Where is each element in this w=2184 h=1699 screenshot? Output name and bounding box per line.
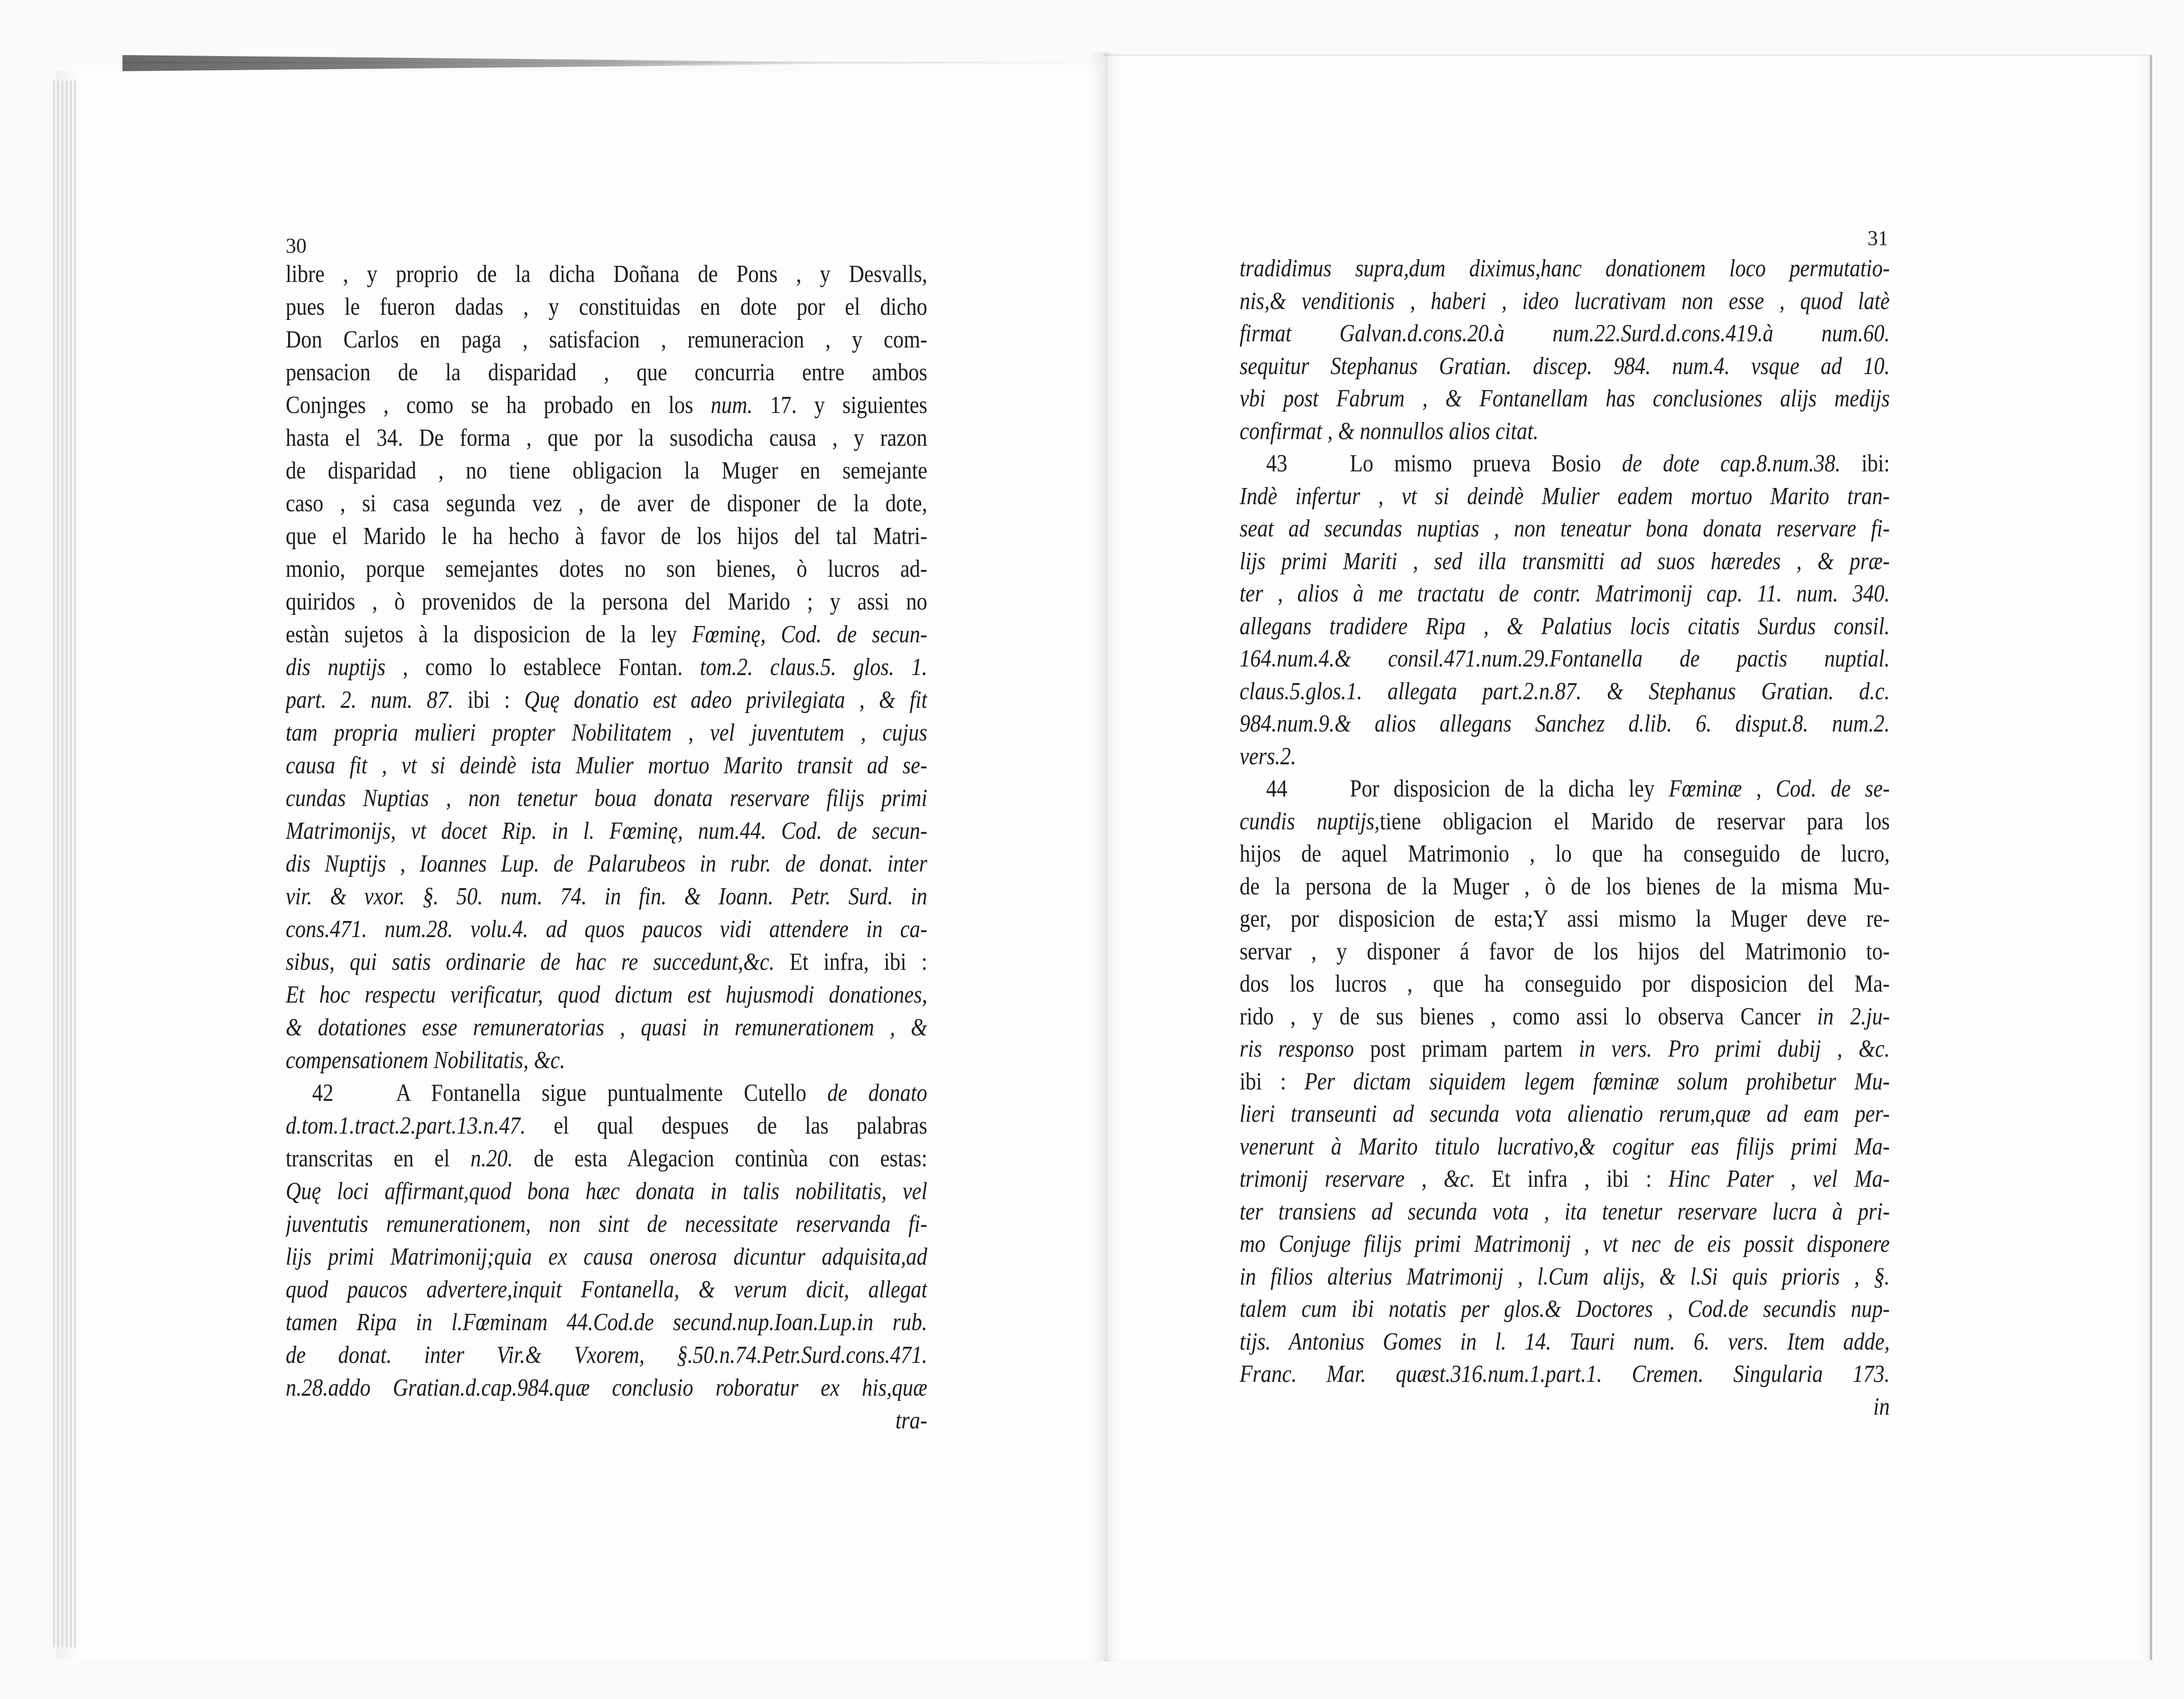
text-line bbox=[1240, 578, 1890, 610]
text-line bbox=[1240, 1001, 1890, 1033]
roman-text: Et infra , ibi : bbox=[1475, 1165, 1669, 1192]
italic-text: Fœminę, Cod. de secun- bbox=[692, 621, 927, 648]
text-line bbox=[286, 585, 927, 618]
roman-text: pensacion de la disparidad , que concurria entre ambos bbox=[286, 359, 927, 386]
italic-text: ter transiens ad secunda vota , ita tenetur reservare lucra à pri- bbox=[1240, 1198, 1890, 1225]
italic-text: tom.2. claus.5. glos. 1. bbox=[700, 654, 927, 681]
text-line bbox=[286, 520, 927, 553]
text-line bbox=[1240, 350, 1890, 383]
text-line bbox=[286, 880, 927, 913]
roman-text: monio, porque semejantes dotes no son bienes, ò lucros ad- bbox=[286, 555, 927, 582]
text-line bbox=[1240, 415, 1890, 448]
text-line bbox=[286, 258, 927, 291]
roman-text: quiridos , ò provenidos de la persona del Marido ; y assi no bbox=[286, 588, 927, 615]
text-line bbox=[1240, 838, 1890, 871]
italic-text: de donat. inter Vir.& Vxorem, §.50.n.74.Petr.Surd.cons.471. bbox=[286, 1342, 927, 1369]
text-line bbox=[1240, 936, 1890, 968]
italic-text: dis Nuptijs , Ioannes Lup. de Palarubeos in rubr. de donat. inter bbox=[286, 850, 927, 877]
text-line bbox=[1240, 1196, 1890, 1229]
text-line bbox=[1240, 545, 1890, 578]
roman-text: , como lo establece Fontan. bbox=[385, 654, 700, 681]
text-line bbox=[1240, 1131, 1890, 1164]
italic-text: Per dictam siquidem legem fœminæ solum prohibetur Mu- bbox=[1304, 1068, 1890, 1095]
text-line bbox=[286, 1011, 927, 1044]
italic-text: sequitur Stephanus Gratian. discep. 984. num.4. vsque ad 10. bbox=[1240, 352, 1890, 380]
italic-text: num. bbox=[710, 392, 753, 419]
italic-text: talem cum ibi notatis per glos.& Doctores , Cod.de secundis nup- bbox=[1240, 1295, 1890, 1323]
italic-text: & dotationes esse remuneratorias , quasi in remunerationem , & bbox=[286, 1014, 927, 1041]
text-line bbox=[286, 1175, 927, 1208]
text-line bbox=[1240, 1358, 1890, 1391]
roman-text: servar , y disponer á favor de los hijos del Matrimonio to- bbox=[1240, 938, 1890, 965]
italic-text: dis nuptijs bbox=[286, 654, 386, 681]
roman-text: transcritas en el bbox=[286, 1145, 471, 1172]
text-line bbox=[286, 422, 927, 454]
italic-text: sibus, qui satis ordinarie de hac re succedunt,&c. bbox=[286, 948, 775, 976]
text-line bbox=[1240, 610, 1890, 643]
text-line bbox=[286, 651, 927, 684]
italic-text: Franc. Mar. quæst.316.num.1.part.1. Cremen. Singularia 173. bbox=[1240, 1361, 1890, 1388]
italic-text: compensationem Nobilitatis, &c. bbox=[286, 1047, 565, 1074]
italic-text: Indè infertur , vt si deindè Mulier eadem mortuo Marito tran- bbox=[1240, 482, 1890, 510]
roman-text: rido , y de sus bienes , como assi lo observa Cancer bbox=[1240, 1003, 1817, 1030]
italic-text: vir. & vxor. §. 50. num. 74. in fin. & Ioann. Petr. Surd. in bbox=[286, 883, 927, 910]
text-line bbox=[286, 749, 927, 782]
text-line bbox=[1240, 741, 1890, 773]
page-number: 30 bbox=[286, 234, 307, 257]
text-line bbox=[1240, 448, 1890, 480]
italic-text: tradidimus supra,dum diximus,hanc donationem loco permutatio- bbox=[1240, 255, 1890, 282]
text-line bbox=[1240, 480, 1890, 513]
italic-text: 984.num.9.& alios allegans Sanchez d.lib. 6. disput.8. num.2. bbox=[1240, 710, 1890, 737]
text-line bbox=[1240, 643, 1890, 676]
text-line bbox=[1240, 806, 1890, 838]
roman-text: Et infra, ibi : bbox=[774, 948, 927, 976]
roman-text: de la persona de la Muger , ò de los bienes de la misma Mu- bbox=[1240, 873, 1890, 900]
roman-text: hijos de aquel Matrimonio , lo que ha conseguido de lucro, bbox=[1240, 840, 1890, 867]
text-line bbox=[286, 553, 927, 585]
text-line bbox=[1240, 1066, 1890, 1098]
italic-text: vers.2. bbox=[1240, 742, 1297, 770]
page-number: 31 bbox=[1867, 226, 1888, 250]
page-stack-edge bbox=[53, 81, 76, 1647]
roman-text: tiene obligacion el Marido de reservar para los bbox=[1380, 807, 1890, 835]
roman-text: ibi : bbox=[1240, 1068, 1305, 1095]
roman-text: post primam partem bbox=[1354, 1035, 1579, 1062]
roman-text: hasta el 34. De forma , que por la susodicha causa , y razon bbox=[286, 424, 927, 451]
text-line bbox=[286, 1306, 927, 1339]
text-line bbox=[286, 1142, 927, 1175]
italic-text: trimonij reservare , &c. bbox=[1240, 1165, 1475, 1192]
italic-text: seat ad secundas nuptias , non teneatur bona donata reservare fi- bbox=[1240, 515, 1890, 542]
italic-text: part. 2. num. 87. bbox=[286, 686, 454, 713]
text-line bbox=[286, 356, 927, 389]
text-line bbox=[1240, 1261, 1890, 1294]
text-line bbox=[286, 389, 927, 422]
roman-text: Por disposicion de la dicha ley bbox=[1350, 775, 1669, 802]
text-line bbox=[286, 1109, 927, 1142]
text-line bbox=[1240, 708, 1890, 741]
italic-text: venerunt à Marito titulo lucrativo,& cogitur eas filijs primi Ma- bbox=[1240, 1133, 1890, 1160]
text-line bbox=[1240, 1326, 1890, 1359]
italic-text: de donato bbox=[827, 1079, 927, 1107]
italic-text: vbi post Fabrum , & Fontanellam has conclusiones alijs medijs bbox=[1240, 385, 1890, 412]
italic-text: Hinc Pater , vel Ma- bbox=[1668, 1165, 1890, 1192]
text-line bbox=[286, 618, 927, 651]
text-line bbox=[286, 716, 927, 749]
italic-text: cundas Nuptias , non tenetur boua donata reservare filijs primi bbox=[286, 785, 927, 812]
gutter-shadow bbox=[1090, 52, 1123, 1661]
italic-text: juventutis remunerationem, non sint de necessitate reservanda fi- bbox=[286, 1211, 927, 1238]
roman-text: ibi: bbox=[1840, 450, 1890, 477]
text-line bbox=[286, 913, 927, 946]
italic-text: in 2.ju- bbox=[1817, 1003, 1890, 1030]
italic-text: in vers. Pro primi dubij , &c. bbox=[1578, 1035, 1890, 1062]
italic-text: lieri transeunti ad secunda vota alienatio rerum,quæ ad eam per- bbox=[1240, 1100, 1890, 1127]
text-line bbox=[1240, 1293, 1890, 1326]
text-line bbox=[1240, 1163, 1890, 1196]
text-line bbox=[286, 454, 927, 487]
roman-text: ger, por disposicion de esta;Y assi mismo la Muger deve re- bbox=[1240, 905, 1890, 932]
text-line bbox=[286, 1273, 927, 1306]
italic-text: lijs primi Matrimonij;quia ex causa onerosa dicuntur adquisita,ad bbox=[286, 1243, 927, 1270]
roman-text: dos los lucros , que ha conseguido por disposicion del Ma- bbox=[1240, 970, 1890, 997]
italic-text: causa fit , vt si deindè ista Mulier mortuo Marito transit ad se- bbox=[286, 752, 927, 779]
right-page-text bbox=[1240, 253, 1890, 1423]
text-line bbox=[286, 815, 927, 847]
italic-text: in filios alterius Matrimonij , l.Cum alijs, & l.Si quis prioris , §. bbox=[1240, 1263, 1890, 1290]
text-line bbox=[1240, 871, 1890, 903]
italic-text: tijs. Antonius Gomes in l. 14. Tauri num. 6. vers. Item adde, bbox=[1240, 1328, 1890, 1355]
text-line bbox=[286, 1240, 927, 1273]
text-line bbox=[1240, 318, 1890, 350]
italic-text: n.20. bbox=[470, 1145, 513, 1172]
italic-text: quod paucos advertere,inquit Fontanella, & verum dicit, allegat bbox=[286, 1276, 927, 1303]
roman-text: el qual despues de las palabras bbox=[525, 1112, 927, 1139]
text-line bbox=[286, 1044, 927, 1077]
italic-text: Matrimonijs, vt docet Rip. in l. Fœminę, num.44. Cod. de secun- bbox=[286, 817, 927, 845]
italic-text: tam propria mulieri propter Nobilitatem , vel juventutem , cujus bbox=[286, 719, 927, 746]
text-line bbox=[1240, 513, 1890, 545]
catchword: tra- bbox=[895, 1407, 927, 1434]
italic-text: Fœminæ , Cod. de se- bbox=[1669, 775, 1890, 802]
italic-text: confirmat , & nonnullos alios citat. bbox=[1240, 417, 1539, 445]
italic-text: lijs primi Mariti , sed illa transmitti ad suos hæredes , & præ- bbox=[1240, 547, 1890, 575]
italic-text: claus.5.glos.1. allegata part.2.n.87. & Stephanus Gratian. d.c. bbox=[1240, 677, 1890, 705]
text-line bbox=[286, 1077, 927, 1109]
catchword: in bbox=[1873, 1393, 1890, 1420]
roman-text: de disparidad , no tiene obligacion la Muger en semejante bbox=[286, 457, 927, 484]
roman-text: que el Marido le ha hecho à favor de los hijos del tal Matri- bbox=[286, 523, 927, 550]
text-line bbox=[286, 946, 927, 978]
text-line bbox=[1240, 903, 1890, 936]
text-line bbox=[286, 487, 927, 520]
roman-text: de esta Alegacion continùa con estas: bbox=[513, 1145, 927, 1172]
roman-text: A Fontanella sigue puntualmente Cutello bbox=[396, 1079, 828, 1107]
italic-text: cundis nuptijs, bbox=[1240, 807, 1380, 835]
italic-text: mo Conjuge filijs primi Matrimonij , vt nec de eis possit disponere bbox=[1240, 1230, 1890, 1258]
roman-text: Don Carlos en paga , satisfacion , remuneracion , y com- bbox=[286, 326, 927, 353]
text-line bbox=[286, 323, 927, 356]
text-line bbox=[1240, 1033, 1890, 1066]
text-line bbox=[1240, 676, 1890, 708]
text-line bbox=[286, 1371, 927, 1404]
text-line bbox=[286, 1208, 927, 1240]
italic-text: nis,& venditionis , haberi , ideo lucrativam non esse , quod latè bbox=[1240, 287, 1890, 315]
italic-text: firmat Galvan.d.cons.20.à num.22.Surd.d.cons.419.à num.60. bbox=[1240, 320, 1890, 347]
italic-text: de dote cap.8.num.38. bbox=[1622, 450, 1841, 477]
italic-text: cons.471. num.28. volu.4. ad quos paucos vidi attendere in ca- bbox=[286, 916, 927, 943]
text-line bbox=[286, 847, 927, 880]
roman-text: ibi : bbox=[453, 686, 524, 713]
text-line bbox=[1240, 285, 1890, 318]
roman-text: libre , y proprio de la dicha Doñana de Pons , y Desvalls, bbox=[286, 261, 927, 288]
italic-text: ter , alios à me tractatu de contr. Matrimonij cap. 11. num. 340. bbox=[1240, 580, 1890, 607]
roman-text: caso , si casa segunda vez , de aver de disponer de la dote, bbox=[286, 490, 927, 517]
italic-text: Quę donatio est adeo privilegiata , & fit bbox=[524, 686, 927, 713]
roman-text: Conjnges , como se ha probado en los bbox=[286, 392, 711, 419]
text-line bbox=[286, 1339, 927, 1371]
italic-text: Et hoc respectu verificatur, quod dictum est hujusmodi donationes, bbox=[286, 981, 927, 1008]
text-line bbox=[286, 782, 927, 815]
text-line bbox=[286, 978, 927, 1011]
italic-text: 164.num.4.& consil.471.num.29.Fontanella de pactis nuptial. bbox=[1240, 645, 1890, 672]
text-line bbox=[1240, 968, 1890, 1001]
italic-text: allegans tradidere Ripa , & Palatius locis citatis Surdus consil. bbox=[1240, 612, 1890, 640]
roman-text: Lo mismo prueva Bosio bbox=[1350, 450, 1622, 477]
left-page-text bbox=[286, 258, 927, 1437]
paragraph-number: 44 bbox=[1266, 775, 1288, 802]
text-line bbox=[1240, 1228, 1890, 1261]
text-line bbox=[1240, 773, 1890, 806]
text-line bbox=[1240, 253, 1890, 285]
italic-text: d.tom.1.tract.2.part.13.n.47. bbox=[286, 1112, 526, 1139]
text-line bbox=[1240, 1098, 1890, 1131]
italic-text: n.28.addo Gratian.d.cap.984.quæ conclusio roboratur ex his,quæ bbox=[286, 1374, 927, 1401]
paragraph-number: 43 bbox=[1266, 450, 1288, 477]
text-line bbox=[286, 291, 927, 323]
cover-edge-shadow bbox=[122, 55, 815, 71]
text-line bbox=[286, 684, 927, 716]
roman-text: estàn sujetos à la disposicion de la ley bbox=[286, 621, 692, 648]
roman-text: 17. y siguientes bbox=[752, 392, 927, 419]
roman-text: pues le fueron dadas , y constituidas en dote por el dicho bbox=[286, 293, 927, 320]
paragraph-number: 42 bbox=[312, 1079, 334, 1107]
text-line bbox=[1240, 383, 1890, 415]
italic-text: tamen Ripa in l.Fœminam 44.Cod.de secund.nup.Ioan.Lup.in rub. bbox=[286, 1309, 927, 1336]
italic-text: ris responso bbox=[1240, 1035, 1354, 1062]
italic-text: Quę loci affirmant,quod bona hæc donata in talis nobilitatis, vel bbox=[286, 1178, 927, 1205]
